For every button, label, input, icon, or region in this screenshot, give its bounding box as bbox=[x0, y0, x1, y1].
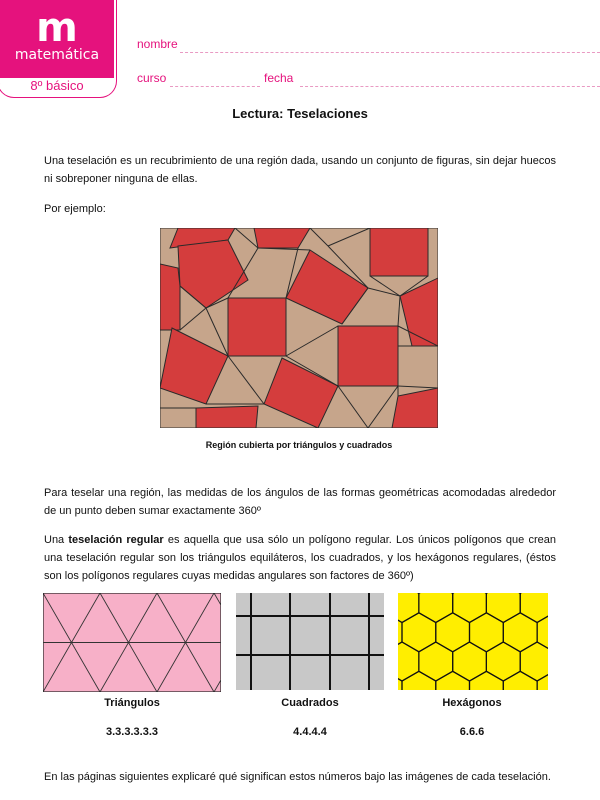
regular-paragraph bbox=[44, 531, 556, 585]
squares-label: Cuadrados bbox=[281, 697, 339, 709]
square-tile bbox=[196, 406, 258, 428]
figure-caption: Región cubierta por triángulos y cuadrados bbox=[205, 440, 393, 450]
brand-logo bbox=[0, 0, 114, 95]
square-tile bbox=[338, 326, 398, 386]
hexagons-code: 6.6.6 bbox=[459, 726, 485, 738]
square-tessellation bbox=[236, 593, 384, 690]
square-tile bbox=[160, 264, 180, 330]
course-label: curso bbox=[137, 71, 167, 85]
triangle-square-tessellation bbox=[160, 228, 438, 428]
regular-pre: Una bbox=[44, 534, 69, 546]
hexagon-tessellation bbox=[398, 593, 548, 690]
example-label: Por ejemplo: bbox=[44, 203, 106, 215]
grade-label: 8º básico bbox=[0, 78, 114, 95]
course-line[interactable] bbox=[170, 86, 260, 87]
page-title: Lectura: Teselaciones bbox=[232, 106, 368, 121]
regular-post: es aquella que usa sólo un polígono regular. Los únicos polígonos que crean una teselación regular son los triángulos equiláteros, los cuadrados, y los hexágonos regulares, (éstos son los polígonos regulares cuyas medidas angulares son factores de 360º) bbox=[44, 534, 556, 582]
squares-code: 4.4.4.4 bbox=[293, 726, 327, 738]
hexagons-label: Hexágonos bbox=[442, 697, 502, 709]
intro-paragraph: Una teselación es un recubrimiento de una región dada, usando un conjunto de figuras, sin dejar huecos ni sobreponer ninguna de ellas. bbox=[44, 155, 556, 185]
logo-letter: m bbox=[36, 5, 78, 51]
triangle-tessellation bbox=[43, 593, 221, 692]
closing-paragraph: En las páginas siguientes explicaré qué significan estos números bajo las imágenes de cada teselación. bbox=[44, 771, 551, 783]
name-label: nombre bbox=[137, 37, 178, 51]
date-line[interactable] bbox=[300, 86, 600, 87]
date-label: fecha bbox=[264, 71, 294, 85]
rule-paragraph: Para teselar una región, las medidas de los ángulos de las formas geométricas acomodadas alrededor de un punto deben sumar exactamente 360º bbox=[44, 487, 556, 517]
regular-term: teselación regular bbox=[68, 534, 164, 546]
triangles-label: Triángulos bbox=[104, 697, 160, 709]
square-tile bbox=[370, 228, 428, 276]
logo-word: matemática bbox=[14, 47, 100, 63]
triangles-code: 3.3.3.3.3.3 bbox=[106, 726, 158, 738]
name-line[interactable] bbox=[180, 52, 600, 53]
square-tile bbox=[228, 298, 286, 356]
